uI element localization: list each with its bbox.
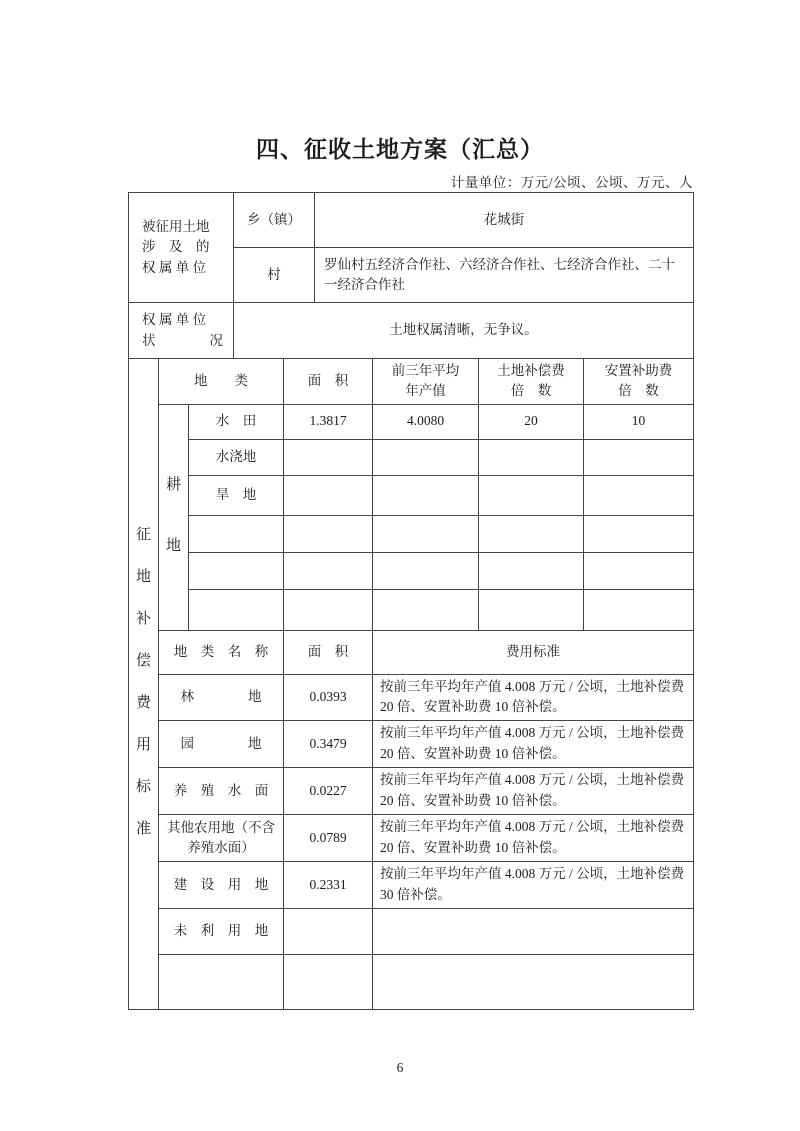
township-row [129, 193, 694, 248]
header-land-type-name: 地 类 名 称 [159, 630, 284, 674]
cell-annual-output [373, 589, 479, 630]
affected-units-label-line: 被征用土地 [142, 219, 210, 235]
land-row-irrigated [129, 439, 694, 475]
cell-fee-standard: 按前三年平均年产值 4.008 万元 / 公顷，土地补偿费 20 倍、安置补助费 10 倍补偿。 [373, 815, 694, 862]
land-row-dry [129, 475, 694, 515]
cell-land-multiple [479, 439, 584, 475]
cell-land-name: 园 地 [159, 721, 284, 768]
cell-resettle-multiple: 10 [584, 404, 694, 439]
cell-area: 0.0393 [284, 674, 373, 721]
cell-area [284, 954, 373, 1009]
ownership-status-row [129, 303, 694, 359]
header-fee-standard: 费用标准 [373, 630, 694, 674]
affected-units-label [129, 193, 234, 303]
cell-resettle-multiple [584, 515, 694, 552]
header-line: 年产值 [405, 383, 446, 399]
cell-land-multiple [479, 552, 584, 589]
cell-land-name [189, 515, 284, 552]
cell-area [284, 552, 373, 589]
cell-fee-standard: 按前三年平均年产值 4.008 万元 / 公顷，土地补偿费 20 倍、安置补助费 10 倍补偿。 [373, 674, 694, 721]
cell-area: 0.2331 [284, 861, 373, 908]
cell-land-multiple [479, 589, 584, 630]
header-land-comp-multiple [479, 359, 584, 405]
cell-land-name: 其他农用地（不含养殖水面） [159, 815, 284, 862]
cell-annual-output: 4.0080 [373, 404, 479, 439]
village-value: 罗仙村五经济合作社、六经济合作社、七经济合作社、二十一经济合作社 [315, 248, 694, 303]
village-label: 村 [234, 248, 315, 303]
cell-area: 0.0227 [284, 768, 373, 815]
ownership-status-label-line: 状 况 [142, 332, 223, 348]
township-value: 花城街 [315, 193, 694, 248]
land-row-construction [129, 861, 694, 908]
group-label-text: 耕 地 [165, 476, 181, 554]
ownership-status-label [129, 303, 234, 359]
affected-units-label-line: 权 属 单 位 [142, 259, 207, 275]
page-title: 四、征收土地方案（汇总） [256, 136, 544, 162]
land-row-unused [129, 908, 694, 954]
ownership-status-label-line: 权 属 单 位 [142, 312, 207, 328]
header-area: 面 积 [284, 630, 373, 674]
land-row-paddy [129, 404, 694, 439]
side-label-text: 征 地 补 偿 费 用 标 准 [135, 527, 151, 838]
township-label: 乡（镇） [234, 193, 315, 248]
cell-land-multiple [479, 475, 584, 515]
land-row-other-agricultural [129, 815, 694, 862]
land-row-empty [129, 552, 694, 589]
land-row-garden [129, 721, 694, 768]
cell-area [284, 515, 373, 552]
cell-land-name [159, 954, 284, 1009]
cell-land-name: 林 地 [159, 674, 284, 721]
header-area: 面 积 [284, 359, 373, 405]
compensation-section-table [128, 358, 694, 1010]
cell-annual-output [373, 515, 479, 552]
land-row-empty [129, 589, 694, 630]
header-line: 倍 数 [618, 383, 659, 399]
cell-area [284, 908, 373, 954]
cell-area [284, 475, 373, 515]
header-line: 倍 数 [510, 383, 552, 399]
cell-annual-output [373, 439, 479, 475]
lower-header-row [129, 630, 694, 674]
cell-fee-standard [373, 954, 694, 1009]
header-line: 前三年平均 [391, 363, 460, 378]
header-land-type: 地 类 [159, 359, 284, 405]
land-row-empty [129, 954, 694, 1009]
cell-land-name: 未 利 用 地 [159, 908, 284, 954]
cell-area [284, 589, 373, 630]
land-row-aquaculture [129, 768, 694, 815]
cell-land-name [189, 589, 284, 630]
land-row-empty [129, 515, 694, 552]
header-line: 土地补偿费 [497, 363, 565, 378]
side-label-compensation-standard [129, 359, 159, 1010]
cell-land-name: 旱 地 [189, 475, 284, 515]
header-resettle-multiple [584, 359, 694, 405]
cell-land-name: 水 田 [189, 404, 284, 439]
page-number: 6 [396, 1060, 404, 1075]
land-acquisition-table [128, 192, 693, 1010]
cell-land-name: 水浇地 [189, 439, 284, 475]
cell-area: 0.0789 [284, 815, 373, 862]
cell-annual-output [373, 475, 479, 515]
ownership-section-table [128, 192, 694, 359]
cell-land-multiple [479, 515, 584, 552]
cell-land-name: 建 设 用 地 [159, 861, 284, 908]
cell-fee-standard [373, 908, 694, 954]
land-row-forest [129, 674, 694, 721]
cell-resettle-multiple [584, 552, 694, 589]
measure-unit-note: 计量单位：万元/公顷、公顷、万元、人 [450, 175, 693, 190]
cell-resettle-multiple [584, 439, 694, 475]
ownership-status-value: 土地权属清晰，无争议。 [234, 303, 694, 359]
upper-header-row [129, 359, 694, 405]
header-line: 安置补助费 [604, 363, 673, 378]
cell-land-name [189, 552, 284, 589]
cell-annual-output [373, 552, 479, 589]
cell-resettle-multiple [584, 589, 694, 630]
cell-area: 1.3817 [284, 404, 373, 439]
cell-land-name: 养 殖 水 面 [159, 768, 284, 815]
cell-fee-standard: 按前三年平均年产值 4.008 万元 / 公顷，土地补偿费 30 倍补偿。 [373, 861, 694, 908]
group-label-farmland [159, 404, 189, 630]
cell-resettle-multiple [584, 475, 694, 515]
cell-area [284, 439, 373, 475]
cell-fee-standard: 按前三年平均年产值 4.008 万元 / 公顷，土地补偿费 20 倍、安置补助费 10 倍补偿。 [373, 721, 694, 768]
affected-units-label-line: 涉 及 的 [142, 239, 210, 255]
cell-area: 0.3479 [284, 721, 373, 768]
cell-fee-standard: 按前三年平均年产值 4.008 万元 / 公顷，土地补偿费 20 倍、安置补助费 10 倍补偿。 [373, 768, 694, 815]
cell-land-multiple: 20 [479, 404, 584, 439]
header-annual-output [373, 359, 479, 405]
